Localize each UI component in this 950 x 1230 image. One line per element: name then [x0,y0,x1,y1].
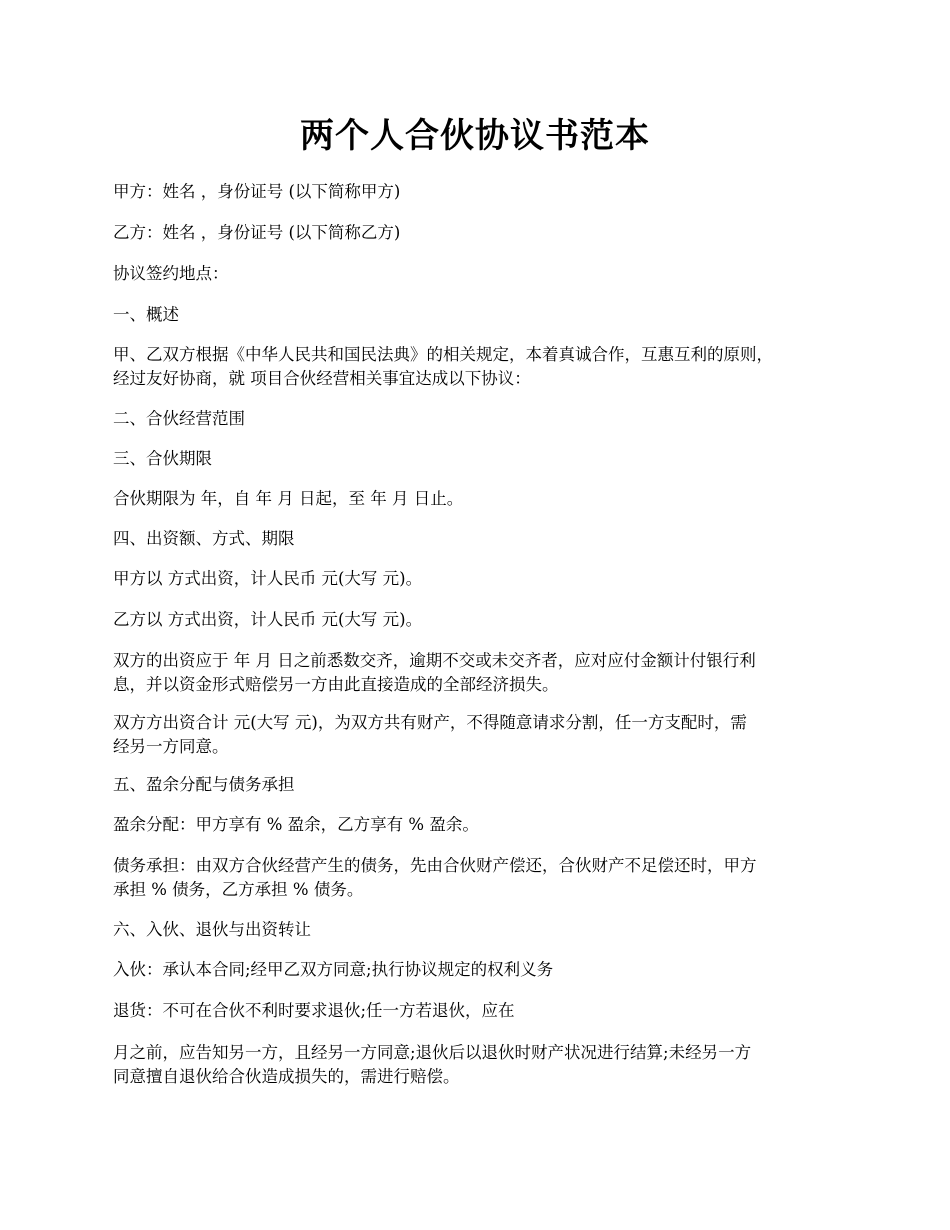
text-line: 甲、乙双方根据《中华人民共和国民法典》的相关规定，本着真诚合作，互惠互利的原则， [113,345,773,364]
signing-location-line [113,262,853,286]
text-line: 六、入伙、退伙与出资转让 [113,920,311,939]
text-line: 甲方以 方式出资，计人民币 元(大写 元)。 [113,569,423,588]
section-heading-contribution [113,527,853,551]
text-line: 五、盈余分配与债务承担 [113,775,295,794]
text-line: 退货：不可在合伙不利时要求退伙;任一方若退伙，应在 [113,1001,515,1020]
party-b-contribution [113,608,853,632]
text-line: 息，并以资金形式赔偿另一方由此直接造成的全部经济损失。 [113,675,559,694]
contribution-deadline-paragraph [113,649,853,697]
section-heading-profit-debt [113,773,853,797]
document-title: 两个人合伙协议书范本 [300,116,650,156]
party-b-line [113,221,853,245]
text-line: 一、概述 [113,305,179,324]
text-line: 合伙期限为 年，自 年 月 日起，至 年 月 日止。 [113,489,464,508]
text-line: 同意擅自退伙给合伙造成损失的，需进行赔偿。 [113,1067,460,1086]
text-line: 入伙：承认本合同;经甲乙双方同意;执行协议规定的权利义务 [113,960,554,979]
section-heading-overview [113,303,853,327]
text-line: 甲方：姓名 ，身份证号 (以下简称甲方) [113,182,401,201]
withdrawal-paragraph [113,999,853,1023]
text-line: 四、出资额、方式、期限 [113,529,295,548]
text-line: 债务承担：由双方合伙经营产生的债务，先由合伙财产偿还，合伙财产不足偿还时，甲方 [113,856,757,875]
text-line: 盈余分配：甲方享有 % 盈余，乙方享有 % 盈余。 [113,815,479,834]
profit-distribution-paragraph [113,813,853,837]
text-line: 承担 % 债务，乙方承担 % 债务。 [113,880,364,899]
admission-paragraph [113,958,853,982]
text-line: 双方方出资合计 元(大写 元)，为双方共有财产，不得随意请求分割，任一方支配时，需 [113,713,747,732]
text-line: 经过友好协商，就 项目合伙经营相关事宜达成以下协议： [113,369,531,388]
party-a-line [113,180,853,204]
text-line: 二、合伙经营范围 [113,409,245,428]
debt-paragraph [113,854,853,902]
text-line: 月之前，应告知另一方，且经另一方同意;退伙后以退伙时财产状况进行结算;未经另一方 [113,1043,752,1062]
withdrawal-notice-paragraph [113,1041,853,1089]
text-line: 乙方以 方式出资，计人民币 元(大写 元)。 [113,610,423,629]
text-line: 三、合伙期限 [113,449,212,468]
section-heading-scope [113,407,853,431]
party-a-contribution [113,567,853,591]
section-heading-admission-withdrawal [113,918,853,942]
text-line: 经另一方同意。 [113,737,229,756]
text-line: 乙方：姓名 ，身份证号 (以下简称乙方) [113,223,401,242]
text-line: 双方的出资应于 年 月 日之前悉数交齐，逾期不交或未交齐者，应对应付金额计付银行利 [113,651,756,670]
joint-property-paragraph [113,711,853,759]
text-line: 协议签约地点： [113,264,229,283]
section-heading-term [113,447,853,471]
overview-paragraph [113,343,853,391]
term-paragraph [113,487,853,511]
